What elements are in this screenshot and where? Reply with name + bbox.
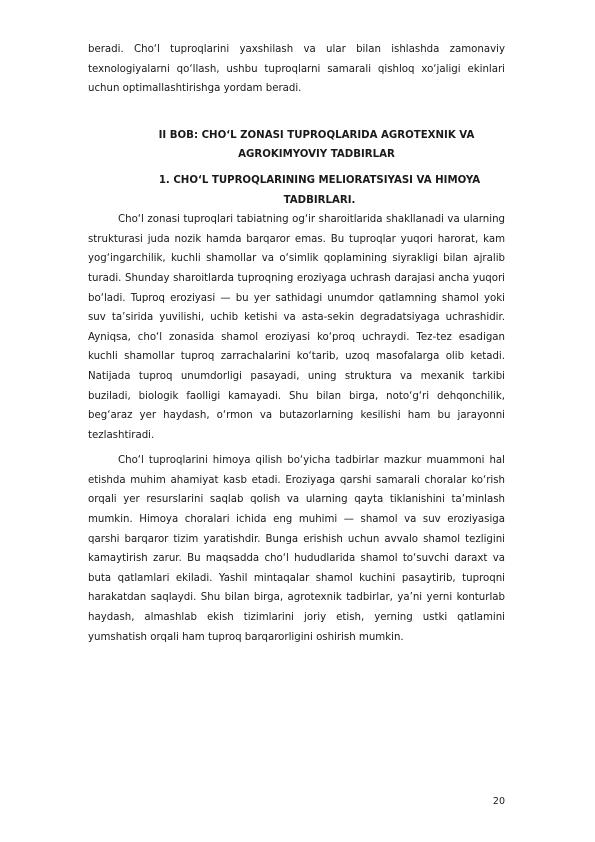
page-number: 20 xyxy=(492,796,505,807)
document-page xyxy=(88,40,505,647)
body-paragraph-1: Cho‘l zonasi tuproqlari tabiatning og‘ir sharoitlarida shakllanadi va ularning strukturasi juda nozik hamda barqaror emas. Bu tuproqlar yuqori harorat, kam yog‘ingarchilik, kuchli shamollar va o‘simlik qoplamining siyrakligi bilan ajralib turadi. Shunday sharoitlarda tuproqning eroziyaga uchrash darajasi ancha yuqori bo‘ladi. Tuproq eroziyasi — bu yer sathidagi unumdor qatlamning shamol yoki suv ta’sirida yuvilishi, uchib ketishi va asta-sekin degradatsiyaga uchrashidir. Ayniqsa, cho‘l zonasida shamol eroziyasi ko‘proq uchraydi. Tez-tez esadigan kuchli shamollar tuproq zarrachalarini ko‘tarib, uzoq masofalarga olib ketadi. Natijada tuproq unumdorligi pasayadi, uning struktura va mexanik tarkibi buziladi, biologik faolligi kamayadi. Shu bilan birga, noto‘g‘ri dehqonchilik, beg‘araz yer haydash, o‘rmon va butazorlarning kesilishi ham bu jarayonni tezlashtiradi. xyxy=(88,214,505,441)
intro-paragraph: beradi. Cho‘l tuproqlarini yaxshilash va ular bilan ishlashda zamonaviy texnologiyalarni qo‘llash, ushbu tuproqlarni samarali qishloq xo‘jaligi ekinlari uchun optimallashtirishga yordam beradi. xyxy=(88,44,505,95)
chapter-title: II BOB: CHO‘L ZONASI TUPROQLARIDA AGROTEXNIK VA AGROKIMYOVIY TADBIRLAR xyxy=(158,129,475,161)
section-title: 1. CHO‘L TUPROQLARINING MELIORATSIYASI VA HIMOYA TADBIRLARI. xyxy=(158,174,481,206)
body-paragraph-2: Cho‘l tuproqlarini himoya qilish bo‘yicha tadbirlar mazkur muammoni hal etishda muhim ahamiyat kasb etadi. Eroziyaga qarshi samarali choralar ko‘rish orqali yer resurslarini saqlab qolish va ularning qayta tiklanishini ta’minlash mumkin. Himoya choralari ichida eng muhimi — shamol va suv eroziyasiga qarshi barqaror tizim yaratishdir. Bunga erishish uchun avvalo shamol tezligini kamaytirish zarur. Bu maqsadda cho‘l hududlarida shamol to‘suvchi daraxt va buta qatlamlari ekiladi. Yashil mintaqalar shamol kuchini pasaytirib, tuproqni harakatdan saqlaydi. Shu bilan birga, agrotexnik tadbirlar, ya’ni yerni konturlab haydash, almashlab ekish tizimlarini joriy etish, yerning ustki qatlamini yumshatish orqali ham tuproq barqarorligini oshirish mumkin. xyxy=(88,455,505,643)
